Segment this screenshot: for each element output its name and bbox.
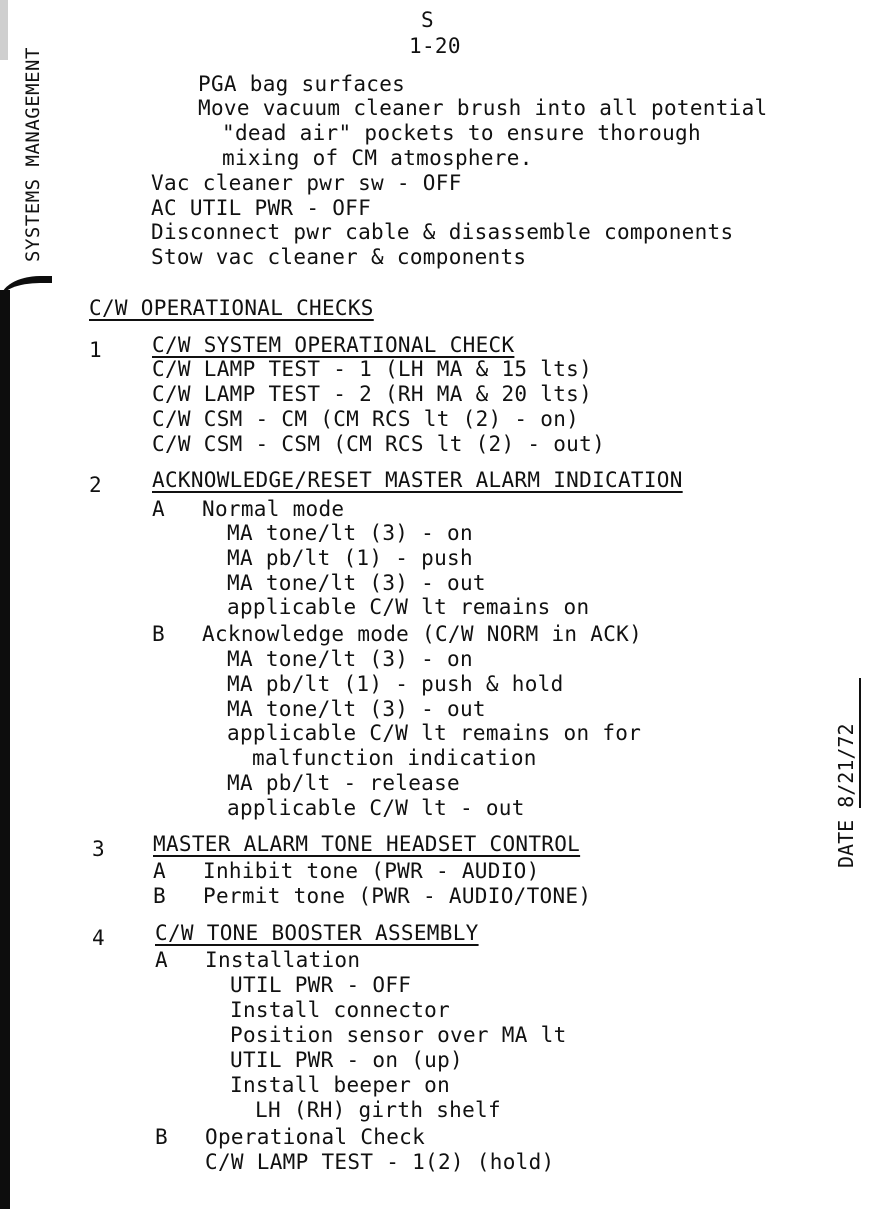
section-heading: C/W TONE BOOSTER ASSEMBLY xyxy=(155,921,479,945)
checklist-line: Operational Check xyxy=(205,1125,426,1149)
checklist-line: UTIL PWR - OFF xyxy=(230,973,412,997)
checklist-line: MA tone/lt (3) - on xyxy=(227,647,473,671)
checklist-line: MA pb/lt - release xyxy=(227,771,460,795)
margin-section-title: SYSTEMS MANAGEMENT xyxy=(22,47,44,262)
checklist-line: Vac cleaner pwr sw - OFF xyxy=(151,171,462,195)
checklist-line: C/W LAMP TEST - 1 (LH MA & 15 lts) xyxy=(152,357,593,381)
date-value: 8/21/72 xyxy=(833,678,861,808)
checklist-line: MA tone/lt (3) - out xyxy=(227,571,486,595)
checklist-line: MA pb/lt (1) - push & hold xyxy=(227,672,564,696)
checklist-line: applicable C/W lt remains on xyxy=(227,595,590,619)
checklist-line: Position sensor over MA lt xyxy=(230,1023,567,1047)
checklist-line: Move vacuum cleaner brush into all potential xyxy=(198,96,768,120)
page-letter: S xyxy=(421,8,434,32)
binder-edge xyxy=(0,290,10,1209)
checklist-line: MA tone/lt (3) - on xyxy=(227,521,473,545)
checklist-line: C/W LAMP TEST - 1(2) (hold) xyxy=(205,1150,555,1174)
section-heading: C/W SYSTEM OPERATIONAL CHECK xyxy=(152,333,515,357)
section-heading: ACKNOWLEDGE/RESET MASTER ALARM INDICATION xyxy=(152,468,683,492)
date-stamp xyxy=(828,662,864,868)
checklist-line: 1 xyxy=(89,338,102,362)
checklist-line: Disconnect pwr cable & disassemble components xyxy=(151,220,734,244)
checklist-line: A xyxy=(155,948,168,972)
checklist-line: A xyxy=(152,497,165,521)
section-heading: MASTER ALARM TONE HEADSET CONTROL xyxy=(153,832,581,856)
checklist-line: B xyxy=(152,622,165,646)
checklist-line: Install beeper on xyxy=(230,1073,451,1097)
checklist-line: 2 xyxy=(89,473,102,497)
page-edge-shadow xyxy=(0,0,8,60)
checklist-line: B xyxy=(153,884,166,908)
checklist-line: 3 xyxy=(92,837,105,861)
checklist-line: LH (RH) girth shelf xyxy=(255,1098,501,1122)
checklist-line: Permit tone (PWR - AUDIO/TONE) xyxy=(203,884,592,908)
checklist-line: C/W CSM - CSM (CM RCS lt (2) - out) xyxy=(152,432,606,456)
checklist-line: Install connector xyxy=(230,998,451,1022)
checklist-line: 4 xyxy=(92,926,105,950)
checklist-line: Inhibit tone (PWR - AUDIO) xyxy=(203,859,540,883)
checklist-line: applicable C/W lt remains on for xyxy=(227,721,642,745)
page-number: 1-20 xyxy=(409,34,461,58)
checklist-line: AC UTIL PWR - OFF xyxy=(151,196,372,220)
checklist-line: Stow vac cleaner & components xyxy=(151,245,527,269)
checklist-line: PGA bag surfaces xyxy=(198,72,406,96)
date-label: DATE xyxy=(834,819,858,868)
checklist-line: "dead air" pockets to ensure thorough xyxy=(222,121,701,145)
section-heading: C/W OPERATIONAL CHECKS xyxy=(89,296,374,320)
checklist-line: mixing of CM atmosphere. xyxy=(222,146,533,170)
checklist-line: B xyxy=(155,1125,168,1149)
checklist-line: C/W CSM - CM (CM RCS lt (2) - on) xyxy=(152,407,580,431)
checklist-line: malfunction indication xyxy=(252,746,537,770)
checklist-line: MA pb/lt (1) - push xyxy=(227,546,473,570)
checklist-line: applicable C/W lt - out xyxy=(227,796,525,820)
checklist-line: Acknowledge mode (C/W NORM in ACK) xyxy=(202,622,643,646)
checklist-line: Normal mode xyxy=(202,497,345,521)
checklist-line: Installation xyxy=(205,948,361,972)
checklist-line: MA tone/lt (3) - out xyxy=(227,697,486,721)
checklist-line: UTIL PWR - on (up) xyxy=(230,1048,463,1072)
checklist-line: C/W LAMP TEST - 2 (RH MA & 20 lts) xyxy=(152,382,593,406)
checklist-line: A xyxy=(153,859,166,883)
